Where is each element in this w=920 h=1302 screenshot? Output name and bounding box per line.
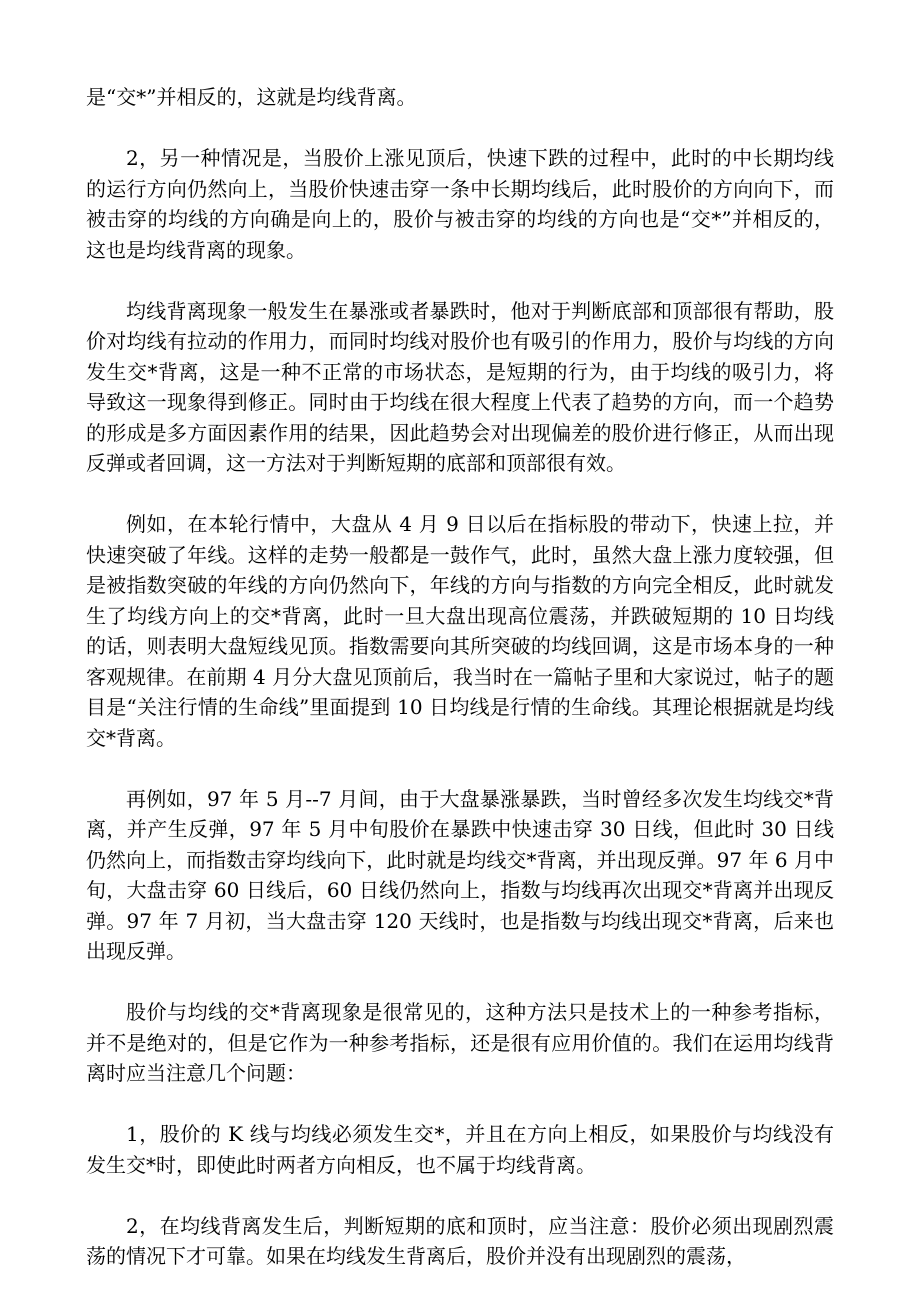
paragraph-note-one: 1，股价的 K 线与均线必须发生交*，并且在方向上相反，如果股价与均线没有发生交*时，即使此时两者方向相反，也不属于均线背离。 <box>86 1122 834 1177</box>
paragraph-example-one: 例如，在本轮行情中，大盘从 4 月 9 日以后在指标股的带动下，快速上拉，并快速突破了年线。这样的走势一般都是一鼓作气，此时，虽然大盘上涨力度较强，但是被指数突破的年线的方向仍然向下，年线的方向与指数的方向完全相反，此时就发生了均线方向上的交*背离，此时一旦大盘出现高位震荡，并跌破短期的 10 日均线的话，则表明大盘短线见顶。指数需要向其所突破的均线回调，这是市场本身的一种客观规律。在前期 4 月分大盘见顶前后，我当时在一篇帖子里和大家说过，帖子的题目是“关注行情的生命线”里面提到 10 日均线是行情的生命线。其理论根据就是均线交*背离。 <box>86 512 834 750</box>
paragraph-usage-notes: 股价与均线的交*背离现象是很常见的，这种方法只是技术上的一种参考指标，并不是绝对的，但是它作为一种参考指标，还是很有应用价值的。我们在运用均线背离时应当注意几个问题： <box>86 1000 834 1085</box>
paragraph-note-two: 2，在均线背离发生后，判断短期的底和顶时，应当注意：股价必须出现剧烈震荡的情况下才可靠。如果在均线发生背离后，股价并没有出现剧烈的震荡， <box>86 1213 834 1268</box>
paragraph-example-two: 再例如，97 年 5 月--7 月间，由于大盘暴涨暴跌，当时曾经多次发生均线交*背离，并产生反弹，97 年 5 月中旬股价在暴跌中快速击穿 30 日线，但此时 30 日线仍然向上，而指数击穿均线向下，此时就是均线交*背离，并出现反弹。97 年 6 月中旬，大盘击穿 60 日线后，60 日线仍然向上，指数与均线再次出现交*背离并出现反弹。97 年 7 月初，当大盘击穿 120 天线时，也是指数与均线出现交*背离，后来也出现反弹。 <box>86 786 834 963</box>
paragraph-case-two: 2，另一种情况是，当股价上涨见顶后，快速下跌的过程中，此时的中长期均线的运行方向仍然向上，当股价快速击穿一条中长期均线后，此时股价的方向向下，而被击穿的均线的方向确是向上的，股价与被击穿的均线的方向也是“交*”并相反的，这也是均线背离的现象。 <box>86 146 834 262</box>
paragraph-continuation: 是“交*”并相反的，这就是均线背离。 <box>86 85 417 109</box>
paragraph-divergence-explanation: 均线背离现象一般发生在暴涨或者暴跌时，他对于判断底部和顶部很有帮助，股价对均线有拉动的作用力，而同时均线对股价也有吸引的作用力，股价与均线的方向发生交*背离，这是一种不正常的市场状态，是短期的行为，由于均线的吸引力，将导致这一现象得到修正。同时由于均线在很大程度上代表了趋势的方向，而一个趋势的形成是多方面因素作用的结果，因此趋势会对出现偏差的股价进行修正，从而出现反弹或者回调，这一方法对于判断短期的底部和顶部很有效。 <box>86 298 834 475</box>
